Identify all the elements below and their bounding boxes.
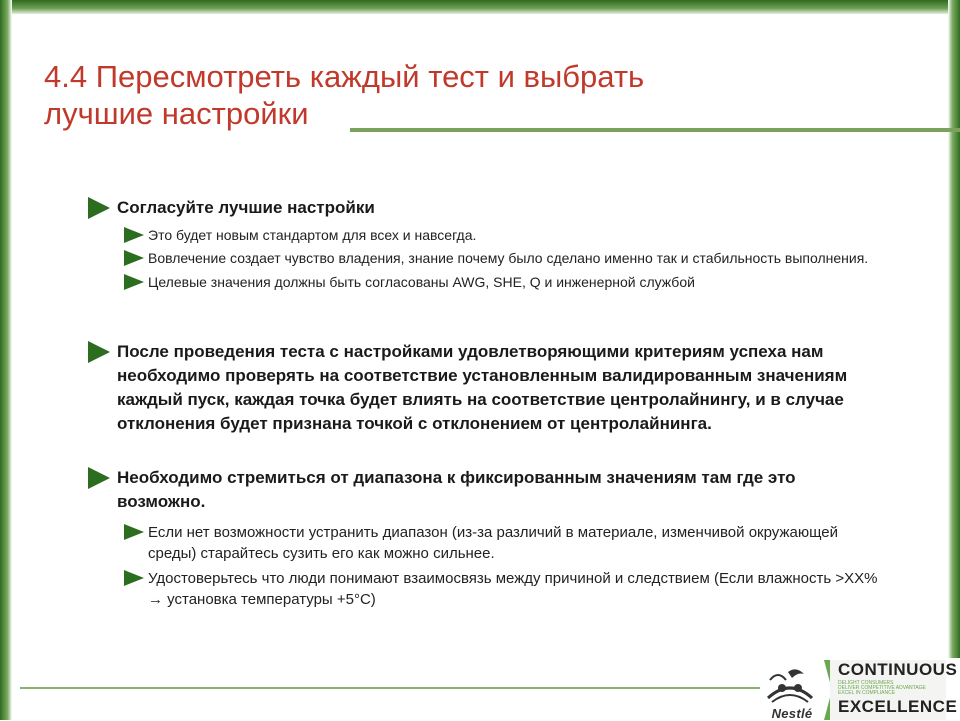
sub-bullet-text: Если нет возможности устранить диапазон (из-за различий в материале, изменчивой окружающей среды) старайтесь сузить его как можно сильнее. [148, 524, 838, 562]
bullet-arrow-icon [88, 467, 110, 489]
bullet-text: Согласуйте лучшие настройки [117, 198, 375, 217]
sub-bullet [88, 248, 888, 268]
slide-title [44, 58, 764, 132]
program-title-bottom: EXCELLENCE [838, 697, 958, 716]
sub-bullet-text: Целевые значения должны быть согласованы AWG, SHE, Q и инженерной службой [148, 274, 695, 290]
nestle-wordmark: Nestlé [771, 706, 813, 721]
program-tagline: DELIGHT CONSUMERS [838, 680, 894, 686]
sub-bullet [88, 225, 888, 245]
sub-bullet [88, 522, 888, 564]
program-tagline: DELIVER COMPETITIVE ADVANTAGE [838, 685, 926, 691]
footer-divider [20, 687, 760, 689]
bullet-text: Необходимо стремиться от диапазона к фиксированным значениям там где это возможно. [117, 468, 796, 511]
bullet-fixed-values [88, 466, 888, 514]
sub-bullet-arrow-icon [124, 524, 144, 540]
left-frame-border [0, 0, 12, 720]
program-tagline: EXCEL IN COMPLIANCE [838, 690, 896, 696]
sub-bullet-text: Это будет новым стандартом для всех и навсегда. [148, 227, 477, 243]
sub-bullet-text: Вовлечение создает чувство владения, знание почему было сделано именно так и стабильность выполнения. [148, 250, 869, 266]
bullet-arrow-icon [88, 197, 110, 219]
program-title-top: CONTINUOUS [838, 660, 958, 679]
continuous-excellence-logo [760, 658, 960, 720]
right-frame-border [948, 0, 960, 720]
sub-bullet [88, 272, 888, 292]
program-lockup [830, 660, 958, 720]
slide-title-line-2: лучшие настройки [44, 96, 309, 131]
title-underline [350, 128, 960, 132]
top-frame-border [0, 0, 960, 14]
sub-bullet-text: Удостоверьтесь что люди понимают взаимосвязь между причиной и следствием (Если влажность >XX% → установка температуры +5°C) [148, 570, 878, 608]
bullet-after-test [88, 340, 888, 436]
sub-bullet [88, 568, 888, 610]
bullet-arrow-icon [88, 341, 110, 363]
bullet-text: После проведения теста с настройками удовлетворяющими критериям успеха нам необходимо проверять на соответствие установленным валидированным значениям каждый пуск, каждая точка будет влиять на соответствие центролайнингу, и в случае отклонения будет признана точкой с отклонением от центролайнинга. [117, 342, 848, 433]
sub-bullet-arrow-icon [124, 570, 144, 586]
bullet-agree-settings [88, 196, 888, 220]
slide-body [88, 196, 888, 610]
sub-bullet-arrow-icon [124, 227, 144, 243]
sub-bullet-arrow-icon [124, 250, 144, 266]
slide-title-line-1: 4.4 Пересмотреть каждый тест и выбрать [44, 59, 645, 94]
sub-bullet-arrow-icon [124, 274, 144, 290]
